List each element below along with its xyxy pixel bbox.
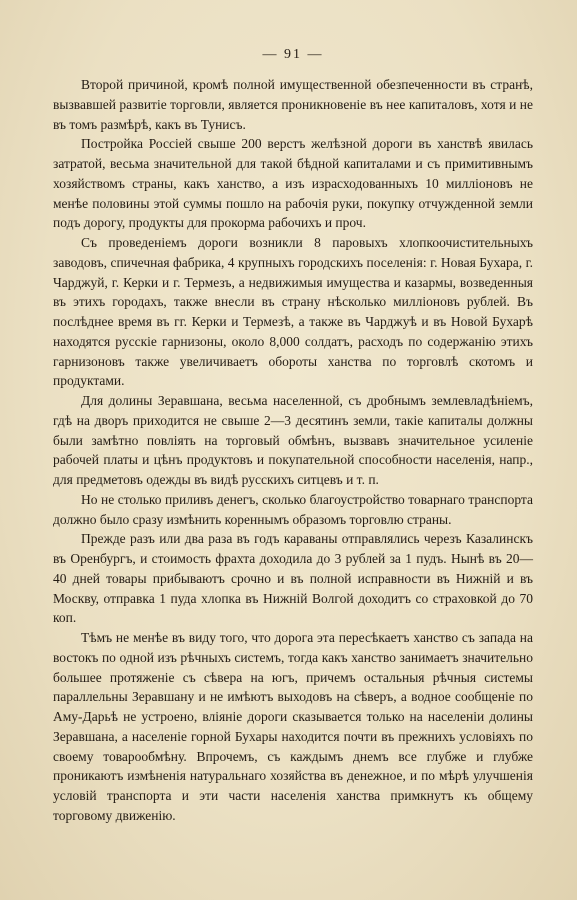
paragraph: Тѣмъ не менѣе въ виду того, что дорога эта пересѣкаетъ ханство съ запада на востокъ по одной изъ рѣчныхъ системъ, тогда какъ ханство занимаетъ значительно большее протяженіе съ сѣвера на югъ, причемъ остальныя рѣчныя системы параллельны Зеравшану и не имѣютъ выходовъ на сѣверъ, а водное сообщеніе по Аму-Дарьѣ не устроено, вліяніе дороги сказывается только на населеніи долины Зеравшана, а населеніе горной Бухары находится почти въ прежнихъ условіяхъ по своему товарообмѣну. Впрочемъ, съ каждымъ днемъ все глубже и глубже проникаютъ измѣненія натуральнаго хозяйства въ денежное, и по мѣрѣ улучшенія условій транспорта и эти части населенія ханства примкнутъ къ общему торговому движенію. bbox=[53, 630, 533, 823]
paragraph: Постройка Россіей свыше 200 верстъ желѣзной дороги въ ханствѣ явилась затратой, весьма значительной для такой бѣдной капиталами и съ примитивнымъ хозяйствомъ страны, какъ ханство, а изъ израсходованныхъ 10 милліоновъ не менѣе половины этой суммы пошло на рабочія руки, покупку отчужденной земли подъ дорогу, продукты для прокорма рабочихъ и проч. bbox=[53, 136, 533, 231]
paragraph: Второй причиной, кромѣ полной имущественной обезпеченности въ странѣ, вызвавшей развитіе торговли, является проникновеніе въ нее капиталовъ, хотя и не въ томъ размѣрѣ, какъ въ Тунисъ. bbox=[53, 77, 533, 132]
paragraph: Прежде разъ или два раза въ годъ караваны отправлялись черезъ Казалинскъ въ Оренбургъ, и стоимость фрахта доходила до 3 рублей за 1 пудъ. Нынѣ въ 20—40 дней товары прибываютъ срочно и въ полной исправности въ Нижній и въ Москву, отправка 1 пуда хлопка въ Нижній Волгой доходитъ со страховкой до 70 коп. bbox=[53, 531, 533, 626]
page-body bbox=[53, 75, 533, 826]
paragraph: Для долины Зеравшана, весьма населенной, съ дробнымъ землевладѣніемъ, гдѣ на дворъ приходится не свыше 2—3 десятинъ земли, такіе капиталы должны были замѣтно повліять на торговый обмѣнъ, вызвавъ значительное усиленіе рабочей платы и цѣнъ продуктовъ и покупательной способности населенія, напр., для предметовъ одежды въ видѣ русскихъ ситцевъ и т. п. bbox=[53, 393, 533, 487]
page-number: — 91 — bbox=[262, 47, 324, 62]
paragraph: Съ проведеніемъ дороги возникли 8 паровыхъ хлопкоочистительныхъ заводовъ, спичечная фабрика, 4 крупныхъ городскихъ поселенія: г. Новая Бухара, г. Чарджуй, г. Керки и г. Термезъ, а недвижимыя имущества и казармы, возведенныя въ этихъ городахъ, также внесли въ страну нѣсколько милліоновъ рублей. Въ послѣднее время въ гг. Керки и Термезѣ, а также въ Чарджуѣ и въ Новой Бухарѣ находятся русскіе гарнизоны, около 8,000 солдатъ, расходъ по содержанію этихъ гарнизоновъ также увеличиваетъ обороты ханства по торговлѣ скотомъ и продуктами. bbox=[53, 235, 533, 389]
paragraph: Но не столько приливъ денегъ, сколько благоустройство товарнаго транспорта должно было сразу измѣнить кореннымъ образомъ торговлю страны. bbox=[53, 491, 533, 527]
